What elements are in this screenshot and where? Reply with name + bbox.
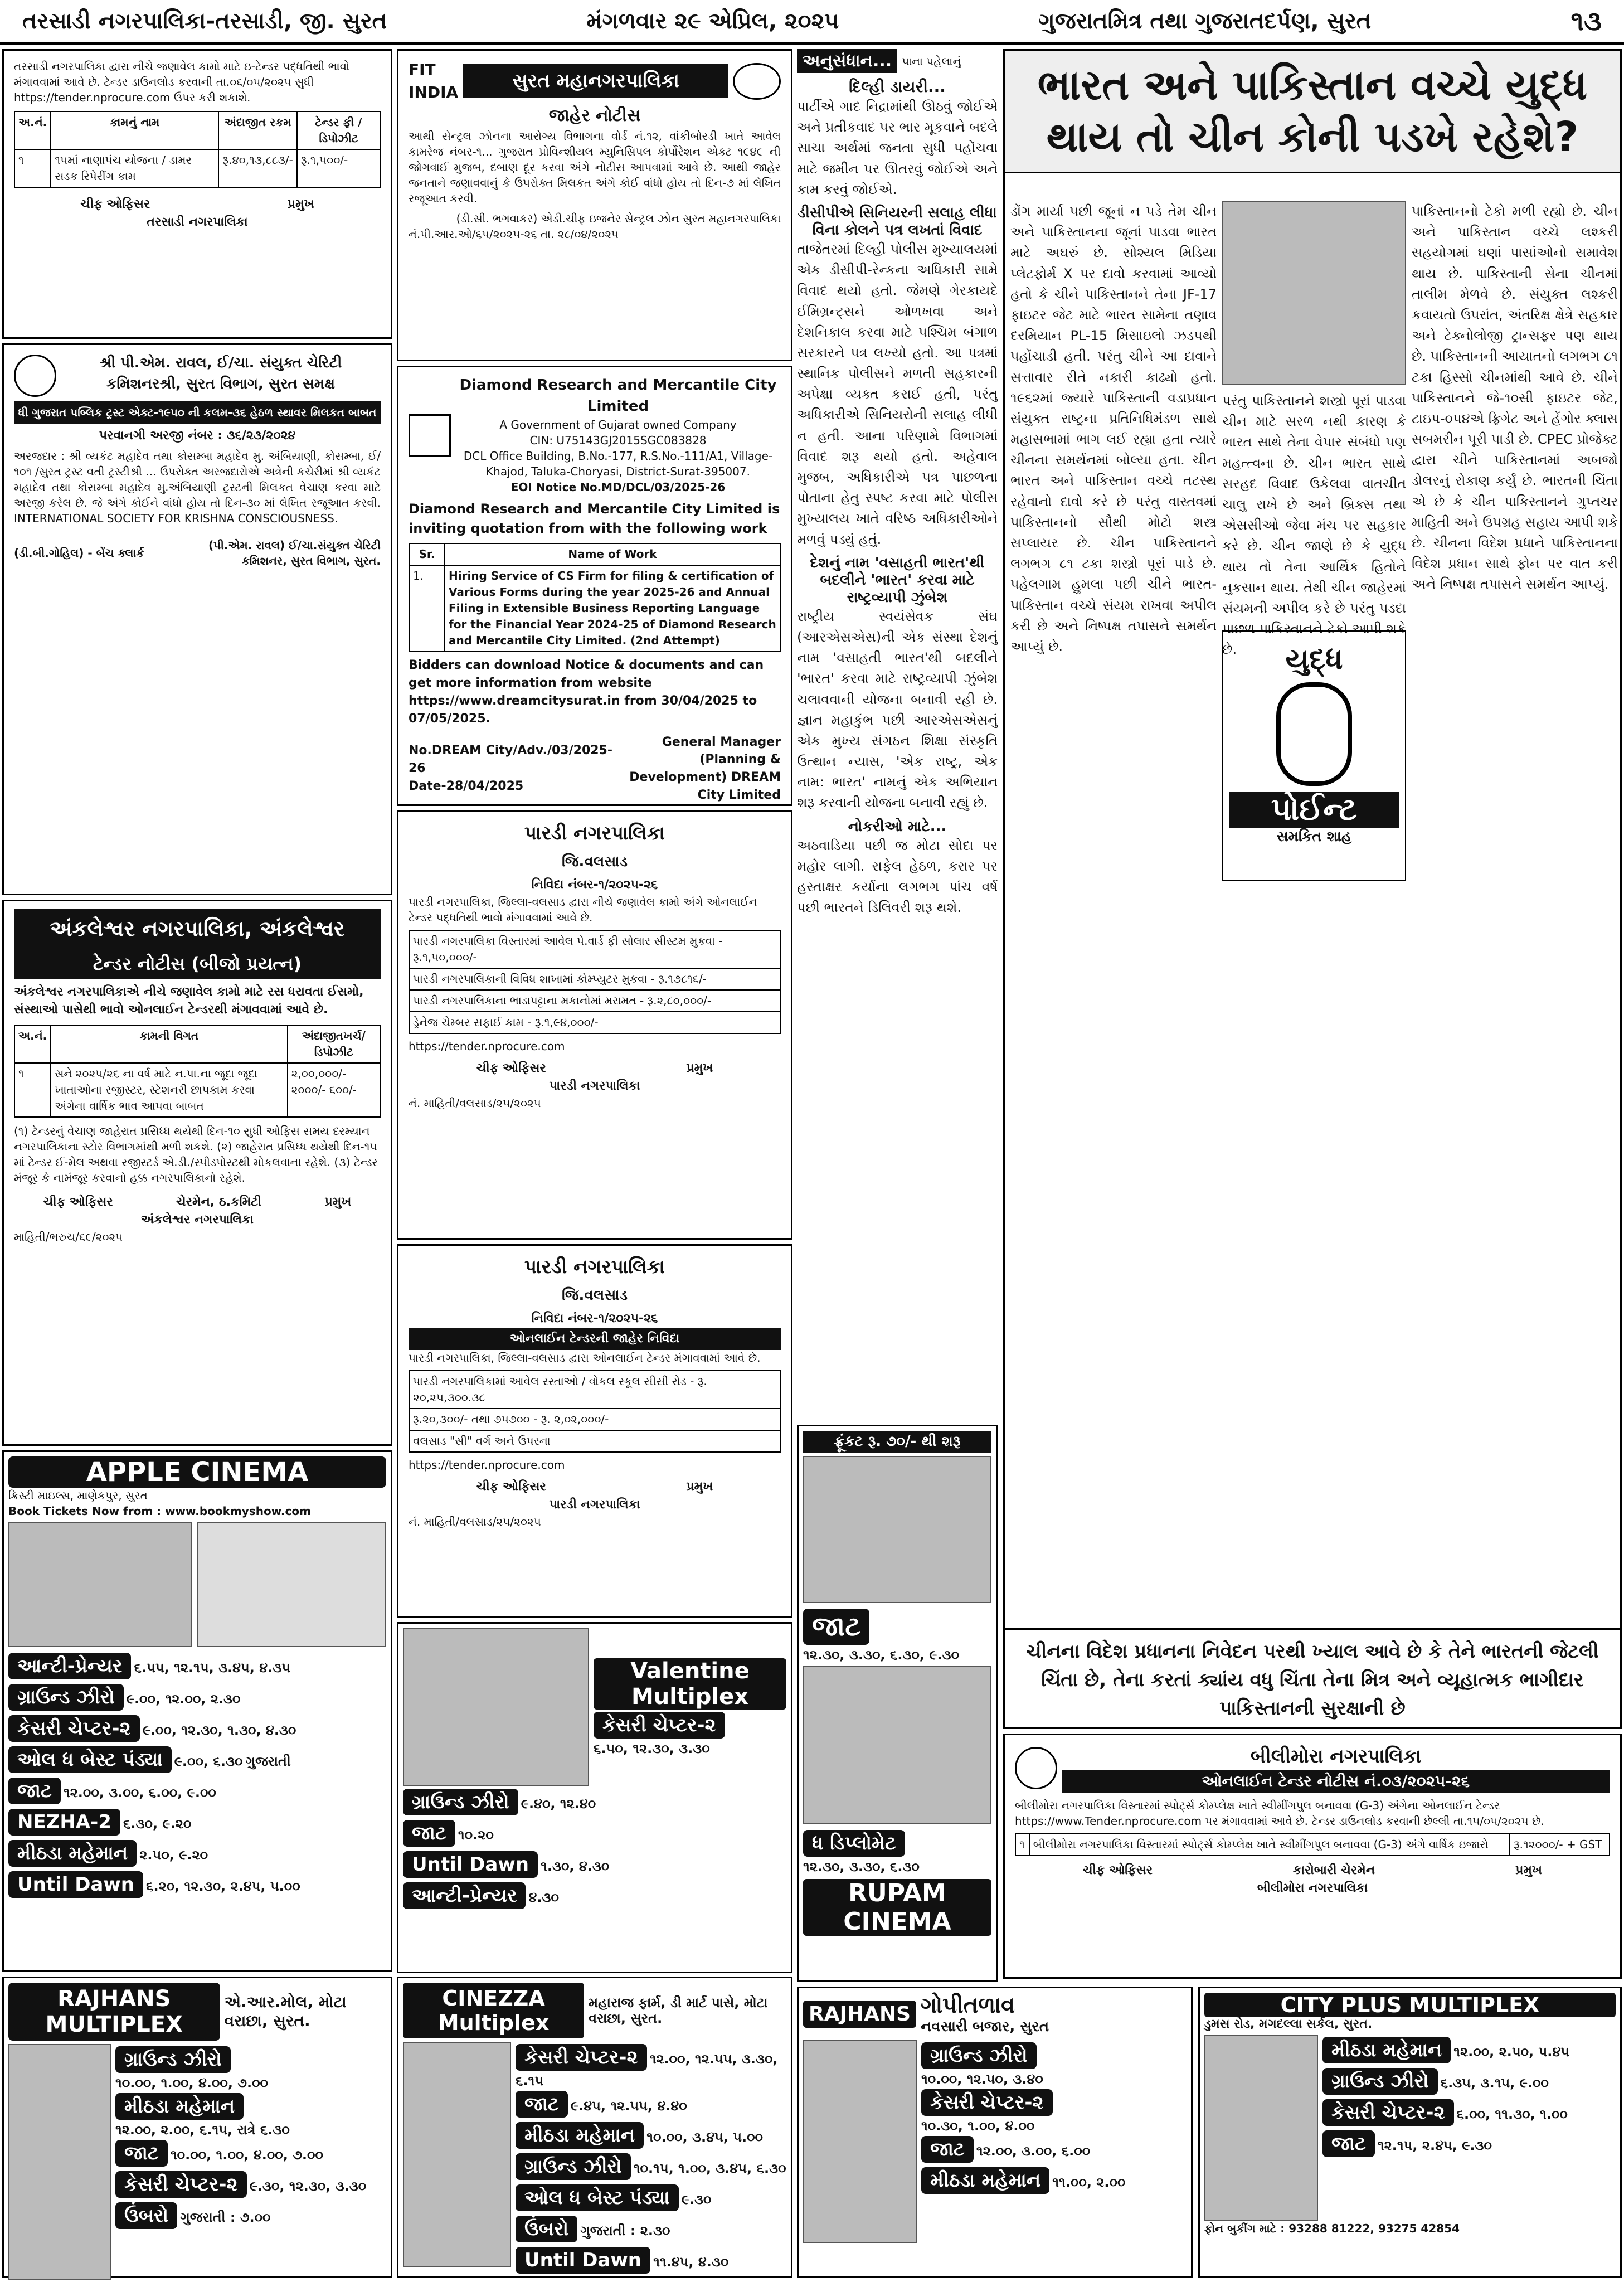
table-header: અંદાજીતખર્ચ/ ડિપોઝીટ bbox=[288, 1025, 380, 1063]
pardi-table bbox=[409, 930, 781, 1034]
smc-title: સુરત મહાનગરપાલિકા bbox=[463, 64, 728, 98]
movie-title: કેસરી ચેપ્ટર-૨ bbox=[8, 1715, 140, 1742]
table-cell: ડ્રેનેજ ચેમ્બર સફાઈ કામ - રૂ.૧,૯૪,૦૦૦/- bbox=[409, 1012, 780, 1033]
showtimes: ૧૧.૦૦, ૨.૦૦ bbox=[1052, 2174, 1126, 2190]
movie-poster bbox=[8, 1522, 192, 1647]
rajhans-location: એ.આર.મોલ, મોટા વરાછા, સુરત. bbox=[224, 1993, 347, 2030]
charity-subtitle: ધી ગુજરાત પબ્લિક ટ્રસ્ટ એક્ટ-૧૯૫૦ ની કલમ-૩૬ હેઠળ સ્થાવર મિલકત બાબત bbox=[14, 401, 381, 424]
city-plus-ad bbox=[1198, 1987, 1622, 2278]
tarsadi-body: તરસાડી નગરપાલિકા દ્વારા નીચે જણાવેલ કામો માટે ઇ-ટેન્ડર પદ્ધતિથી ભાવો મંગાવવામાં આવે છે. ટેન્ડર ડાઉનલોડ કરવાની તા.૦૬/૦૫/૨૦૨૫ સુધી https://tender.nprocure.com ઉપર કરી શકાશે. bbox=[14, 60, 350, 104]
leaders-photo bbox=[1222, 201, 1406, 385]
movie-title: કેસરી ચેપ્ટર-૨ bbox=[1322, 2099, 1454, 2126]
charity-title: શ્રી પી.એમ. રાવલ, ઈ/ચા. સંયુક્ત ચેરિટી કમિશનરશ્રી, સુરત વિભાગ, સુરત સમક્ષ bbox=[99, 355, 342, 392]
pardi-title: પારડી નગરપાલિકા bbox=[524, 1256, 665, 1278]
reference: નં. માહિતી/વલસાડ/૨૫/૨૦૨૫ bbox=[409, 1096, 541, 1110]
table-header: ટેન્ડર ફી / ડિપોઝીટ bbox=[297, 111, 380, 149]
article-paragraph: અઠવાડિયા પછી જ મોટા સોદા પર મહોર લાગી. રાફેલ હેઠળ, કરાર પર હસ્તાક્ષર કર્યાના લગભગ પાંચ વર્ષ પછી ભારતને ડિલિવરી શરૂ થશે. bbox=[797, 837, 998, 916]
signer: ચીફ ઓફિસર bbox=[476, 1061, 546, 1075]
org-name: અંકલેશ્વર નગરપાલિકા bbox=[141, 1213, 254, 1227]
company-cin: CIN: U75143GJ2015SGC083828 bbox=[529, 434, 707, 448]
showtimes: ૧૧.૪૫, ૪.૩૦ bbox=[653, 2254, 729, 2270]
table-header: કામનું નામ bbox=[51, 111, 218, 149]
bilimora-body: બીલીમોરા નગરપાલિકા વિસ્તારમાં સ્પોર્ટ્સ કોમ્પ્લેક્ષ ખાતે સ્વીમીંગપુલ બનાવવા (G-3) અંગેના ઓનલાઈન ટેન્ડર https://www.Tender.nprocure.com પર મંગાવવામાં આવે છે. ટેન્ડર ડાઉનલોડ કરવાની છેલ્લી તા.૧૫/૦૫/૨૦૨૫ છે. bbox=[1015, 1798, 1544, 1828]
pardi-notice-number: નિવિદા નંબર-૧/૨૦૨૫-૨૬ bbox=[531, 877, 658, 892]
pardi-notice-number: નિવિદા નંબર-૧/૨૦૨૫-૨૬ bbox=[531, 1311, 658, 1325]
table-row bbox=[409, 968, 780, 990]
movie-poster bbox=[8, 2044, 111, 2280]
pardi-title: પારડી નગરપાલિકા bbox=[524, 822, 665, 844]
cityplus-name: CITY PLUS MULTIPLEX bbox=[1204, 1993, 1616, 2017]
org-name: બીલીમોરા નગરપાલિકા bbox=[1257, 1881, 1368, 1895]
main-headline: ભારત અને પાકિસ્તાન વચ્ચે યુદ્ધ થાય તો ચીન કોની પડખે રહેશે? bbox=[1005, 51, 1620, 173]
valentine-name: Valentine Multiplex bbox=[594, 1658, 786, 1710]
movie-title: જાટ bbox=[403, 1820, 455, 1847]
reference: નં. માહિતી/વલસાડ/૨૫/૨૦૨૫ bbox=[409, 1514, 541, 1528]
movie-title: NEZHA-2 bbox=[8, 1809, 120, 1836]
header-left: તરસાડી નગરપાલિકા-તરસાડી, જી. સુરત bbox=[22, 8, 387, 34]
showtimes: ૧૨.૧૫, ૨.૪૫, ૯.૩૦ bbox=[1377, 2138, 1492, 2153]
cityplus-location: ડુમસ રોડ, મગદલ્લા સર્કલ, સુરત. bbox=[1204, 2017, 1373, 2031]
article-heading: નોકરીઓ માટે... bbox=[848, 818, 947, 835]
showtimes: ગુજરાતી : ૭.૦૦ bbox=[180, 2210, 271, 2225]
apple-listing bbox=[8, 1650, 386, 1900]
bilimora-subtitle: ઓનલાઈન ટેન્ડર નોટીસ નં.૦૩/૨૦૨૫-૨૬ bbox=[1062, 1770, 1610, 1793]
signer: કારોબારી ચેરમેન bbox=[1293, 1863, 1375, 1877]
eoi-number: EOI Notice No.MD/DCL/03/2025-26 bbox=[510, 480, 726, 494]
ankleshwar-table bbox=[14, 1025, 381, 1118]
table-row bbox=[409, 1409, 780, 1430]
signer: (ડી.બી.ગોહિલ) - બેંચ ક્લાર્ક bbox=[14, 546, 144, 560]
showtimes: ૧૦.૦૦, ૩.૪૫, ૫.૦૦ bbox=[646, 2129, 763, 2145]
table-cell: ૧૫માં નાણાપંચ યોજના / ડામર સડક રિપેરીંગ કામ bbox=[51, 149, 218, 187]
table-row bbox=[1015, 1834, 1610, 1856]
movie-title: ગ્રાઉન્ડ ઝીરો bbox=[115, 2046, 231, 2073]
showtimes: ૧૨.૦૦, ૨.૦૦, ૬.૧૫, રાત્રે ૬.૩૦ bbox=[115, 2122, 290, 2138]
showtimes: ૧૨.૦૦, ૩.૦૦, ૬.૦૦ bbox=[976, 2143, 1091, 2159]
tarsadi-table bbox=[14, 111, 381, 188]
showtimes: ગુજરાતી : ૨.૩૦ bbox=[580, 2223, 670, 2239]
rupam-name: RUPAM CINEMA bbox=[803, 1879, 991, 1936]
table-cell: 1. bbox=[409, 565, 445, 652]
pardi-sub: જિ.વલસાડ bbox=[562, 853, 628, 871]
rupam-cinema-ad bbox=[797, 1425, 998, 1982]
reference: નં.પી.આર.ઓ/૬૫/૨૦૨૫-૨૬ તા. ૨૮/૦૪/૨૦૨૫ bbox=[409, 227, 619, 241]
diamond-table bbox=[409, 543, 781, 652]
table-cell: પારડી નગરપાલિકામાં આવેલ રસ્તાઓ / વોકલ સ્કૂલ સીસી રોડ - રૂ. ૨૦,૨૫,૩૦૦.૩૮ bbox=[409, 1371, 780, 1409]
movie-title: કેસરી ચેપ્ટર-૨ bbox=[516, 2044, 647, 2071]
signer: ચીફ ઓફિસર bbox=[43, 1195, 113, 1210]
showtimes: ૯.૩૦, ૧૨.૩૦, ૩.૩૦ bbox=[249, 2178, 367, 2194]
showtimes: ૯.૦૦, ૧૨.૩૦, ૧.૩૦, ૪.૩૦ bbox=[142, 1722, 296, 1738]
movie-title: જાટ bbox=[1322, 2130, 1375, 2157]
movie-title: ગ્રાઉન્ડ ઝીરો bbox=[1322, 2068, 1438, 2095]
cinezza-name: CINEZZA Multiplex bbox=[403, 1983, 584, 2038]
anusandhan-column bbox=[797, 49, 998, 1420]
movie-title: કેસરી ચેપ્ટર-૨ bbox=[594, 1712, 725, 1739]
article-paragraph: પરંતુ પાકિસ્તાનને શસ્ત્રો પૂરાં પાડવા ચીન માટે સરળ નથી કારણ કે ભારત સાથે તેના વેપાર સંબંધો પણ મહત્ત્વના છે. ચીન ભારત સાથે સરહદ વિવાદ ઉકેલવા વાતચીત ચાલુ રાખે છે અને બ્રિક્સ તથા એસસીઓ જેવા મંચ પર સહકાર કરે છે. ચીન જાણે છે કે યુદ્ધ થાય તો તેના આર્થિક હિતોને નુકસાન થાય. તેથી ચીન જાહેરમાં સંયમની અપીલ કરે છે પરંતુ પડદા પાછળ પાકિસ્તાનને ટેકો આપી શકે છે. bbox=[1222, 393, 1406, 658]
emblem-icon bbox=[14, 355, 56, 397]
charity-body: અરજદાર : શ્રી વ્યકંટ મહાદેવ તથા કોસમ્બા મહાદેવ મુ. અંબિયાણી, કોસમ્બા, ઈ/૧૦૧ /સુરત ટ્રસ્ટ વતી ટ્રસ્ટીશ્રી ... ઉપરોક્ત અરજદારોએ અત્રેની કચેરીમાં શ્રી વ્યકંટ મહાદેવ તથા કોસમ્બા મહાદેવ મુ.અંબિયાણી ટ્રસ્ટની મિલકત વેચાણ કરવા માટે અરજી કરેલ છે. જે અંગે કોઈને વાંધો હોય તો દિન-૩૦ માં લેખિત રજૂઆત કરવી. INTERNATIONAL SOCIETY FOR KRISHNA CONSCIOUSNESS. bbox=[14, 449, 381, 526]
bilimora-notice bbox=[1003, 1734, 1622, 1979]
gopi-location: નવસારી બજાર, સુરત bbox=[921, 2018, 1049, 2035]
company-address: DCL Office Building, B.No.-177, R.S.No.-111/A1, Village-Khajod, Taluka-Choryasi, District-Surat-395007. bbox=[463, 449, 773, 479]
showtimes: ૯.૩૦ bbox=[681, 2192, 712, 2207]
signer: ચેરમેન, ઠ.કમિટી bbox=[176, 1195, 262, 1210]
ankleshwar-notice bbox=[2, 900, 392, 1446]
table-header: Sr. bbox=[409, 543, 445, 565]
cinezza-ad bbox=[397, 1977, 792, 2278]
company-govt: A Government of Gujarat owned Company bbox=[499, 418, 737, 432]
glasses-icon bbox=[733, 63, 781, 100]
movie-title: આન્ટી-પ્રેન્યર bbox=[8, 1653, 131, 1679]
article-paragraph: રાષ્ટ્રીય સ્વયંસેવક સંઘ (આરએસએસ)ની એક સંસ્થા દેશનું નામ 'વસાહતી ભારત'થી બદલીને 'ભારત' કરવા માટે રાષ્ટ્રવ્યાપી ઝુંબેશ ચલાવવાની યોજના બનાવી રહી છે. જ્ઞાન મહાકુંભ પછી આરએસએસનું એક મુખ્ય સંગઠન શિક્ષા સંસ્કૃતિ ઉત્થાન ન્યાસ, 'એક રાષ્ટ્ર, એક નામ: ભારત' નામનું એક અભિયાન શરૂ કરવાની યોજના બનાવી રહ્યું છે. bbox=[797, 608, 998, 811]
movie-title: જાટ bbox=[803, 1609, 869, 1645]
cinezza-location: મહારાજ ફાર્મ, ડી માર્ટ પાસે, મોટા વરાછા, સુરત. bbox=[589, 1995, 768, 2026]
movie-title: આન્ટી-પ્રેન્યર bbox=[403, 1882, 526, 1909]
article-heading: ડીસીપીએ સિનિયરની સલાહ લીધા વિના કોલને પત્ર લખતાં વિવાદ bbox=[798, 204, 997, 239]
pardi-banner: ઓનલાઈન ટેન્ડરની જાહેર નિવિદા bbox=[409, 1328, 781, 1350]
signer: ચીફ ઓફિસર bbox=[1082, 1863, 1153, 1877]
showtimes: ૧૨.૩૦, ૩.૩૦, ૬.૩૦ bbox=[803, 1859, 920, 1875]
article-paragraph: ડોંગ માર્યા પછી જૂનાં ન પડે તેમ ચીન અને પાકિસ્તાનના જૂનાં પાડવા ભારત માટે અઘરું છે. સોશ્યલ મિડિયા પ્લેટફોર્મ X પર દાવો કરવામાં આવ્યો હતો કે ચીને પાકિસ્તાનને તેના JF-17 ફાઇટર જેટ માટે ભારત સામેના તણાવ દરમિયાન PL-15 મિસાઇલો ઝડપથી પહોંચાડી હતી. પરંતુ ચીને આ દાવાને સત્તાવાર રીતે નકારી કાઢ્યો હતો. ૧૯૬૨માં જ્યારે પાકિસ્તાની વડાપ્રધાન સંયુક્ત રાષ્ટ્રના પ્રતિનિધિમંડળ સાથે મહાસભામાં ભાગ લઈ રહ્યા હતા ત્યારે ચીનના સમર્થનમાં બોલ્યા હતા. ચીન ભારત અને પાકિસ્તાન વચ્ચે તટસ્થ રહેવાનો દાવો કરે છે પરંતુ વાસ્તવમાં પાકિસ્તાનનો સૌથી મોટો શસ્ત્ર સપ્લાયર છે. ચીન પાકિસ્તાનને લગભગ ૮૧ ટકા શસ્ત્રો પૂરાં પાડે છે. પહેલગામ હુમલા પછી ચીને ભારત-પાકિસ્તાન વચ્ચે સંયમ રાખવા અપીલ કરી છે અને નિષ્પક્ષ તપાસને સમર્થન આપ્યું છે. bbox=[1010, 203, 1217, 654]
movie-title: Until Dawn bbox=[8, 1871, 143, 1898]
ankleshwar-title: અંકલેશ્વર નગરપાલિકા, અંકલેશ્વર bbox=[14, 909, 381, 949]
yuddh-point-logo bbox=[1222, 630, 1406, 881]
page-header bbox=[0, 0, 1624, 45]
article-paragraph: પાર્ટીએ ગાદ નિદ્રામાંથી ઊઠવું જોઈએ અને પ્રતીકવાદ પર ભાર મૂકવાને બદલે સાચા અર્થમાં જનતા સુધી પહોંચવા માટે જમીન પર ઊતરવું જોઈએ અને કામ કરવું જોઈએ. bbox=[797, 99, 998, 197]
booking-phone: ફોન બુકીંગ માટે : 93288 81222, 93275 42854 bbox=[1204, 2222, 1460, 2235]
movie-title: મીઠડા મહેમાન bbox=[921, 2167, 1049, 2194]
charity-notice bbox=[2, 343, 392, 895]
signer: General Manager (Planning & Development) DREAM City Limited bbox=[629, 735, 781, 803]
table-cell: બીલીમોરા નગરપાલિકા વિસ્તારમાં સ્પોર્ટ્સ કોમ્પ્લેક્ષ ખાતે સ્વીમીંગપુલ બનાવવા (G-3) અંગે વાર્ષિક ઇજારો bbox=[1029, 1834, 1510, 1856]
table-cell: રૂ.૧૨૦૦૦/- + GST bbox=[1510, 1834, 1610, 1856]
header-paper: ગુજરાતમિત્ર તથા ગુજરાતદર્પણ, સુરત bbox=[1038, 8, 1372, 34]
diamond-notice bbox=[397, 366, 792, 806]
pardi-body: પારડી નગરપાલિકા, જિલ્લા-વલસાડ દ્વારા નીચે જણાવેલ કામો અંગે ઓનલાઈન ટેન્ડર પદ્ધતિથી ભાવો મંગાવવામાં આવે છે. bbox=[409, 895, 757, 924]
gopi-name: ગોપીતળાવ bbox=[921, 1993, 1015, 2018]
movie-title: મીઠડા મહેમાન bbox=[1322, 2037, 1451, 2063]
showtimes: ૬.૦૦, ૧૧.૩૦, ૧.૦૦ bbox=[1456, 2106, 1568, 2122]
movie-title: ઉંબરો bbox=[516, 2216, 577, 2242]
showtimes: ૯.૦૦, ૬.૩૦ bbox=[174, 1754, 243, 1769]
reference: માહિતી/ભરુચ/૬૯/૨૦૨૫ bbox=[14, 1230, 123, 1244]
pardi-notice-2 bbox=[397, 1244, 792, 1618]
valentine-ad bbox=[397, 1622, 792, 1973]
showtimes: ૯.૦૦, ૧૨.૦૦, ૨.૩૦ bbox=[126, 1691, 241, 1707]
tarsadi-notice bbox=[2, 49, 392, 339]
company-name: Diamond Research and Mercantile City Limited bbox=[459, 377, 777, 415]
table-header: કામની વિગત bbox=[51, 1025, 287, 1063]
smc-body: આથી સેન્ટ્રલ ઝોનના આરોગ્ય વિભાગના વોર્ડ નં.૧૨, વાંકીબોરડી ખાતે આવેલ કામરેજ નંબર-૧... ગુજરાત પ્રોવિન્શીયલ મ્યુનિસિપલ કોર્પોરેશન એક્ટ ૧૯૪૯ ની જોગવાઈ મુજબ, દબાણ દૂર કરવા અંગે નોટીસ આપવામાં આવે છે. આથી જાહેર જનતાને જણાવવાનું કે ઉપરોક્ત મિલકત અંગે કોઈ વાંધો હોય તો દિન-૭ માં લેખિત રજૂઆત કરવી. bbox=[409, 129, 781, 205]
apple-booking: Book Tickets Now from : www.bookmyshow.com bbox=[8, 1504, 311, 1518]
pardi-table bbox=[409, 1370, 781, 1453]
article-heading: દિલ્હી ડાયરી... bbox=[849, 77, 946, 96]
pardi-notice-1 bbox=[397, 810, 792, 1240]
table-row bbox=[409, 1430, 780, 1452]
movie-poster bbox=[803, 1666, 991, 1824]
showtimes: ૧૦.૦૦, ૧૨.૫૦, ૩.૪૦ bbox=[921, 2071, 1043, 2087]
signer: પ્રમુખ bbox=[686, 1061, 713, 1075]
movie-poster bbox=[803, 1456, 991, 1603]
org-name: પારડી નગરપાલિકા bbox=[549, 1497, 640, 1512]
movie-title: કેસરી ચેપ્ટર-૨ bbox=[115, 2171, 247, 2198]
smc-notice bbox=[397, 49, 792, 361]
showtimes: ૧૨.૦૦, ૨.૫૦, ૫.૪૫ bbox=[1453, 2044, 1570, 2060]
table-cell: વલસાડ "સી" વર્ગ અને ઉપરના bbox=[409, 1430, 780, 1452]
table-cell: પારડી નગરપાલિકા વિસ્તારમાં આવેલ પે.વાર્ડ ફી સોલાર સીસ્ટમ મુકવા - રૂ.૧,૫૦,૦૦૦/- bbox=[409, 930, 780, 968]
bilimora-table bbox=[1015, 1833, 1610, 1856]
ticket-banner: ફ્રૂંકટ રૂ. ૭૦/- થી શરૂ bbox=[803, 1431, 991, 1453]
showtimes: ૧૨.૩૦, ૩.૩૦, ૬.૩૦, ૯.૩૦ bbox=[803, 1647, 960, 1663]
bilimora-title: બીલીમોરા નગરપાલિકા bbox=[1250, 1745, 1422, 1768]
apple-address: ક્રિસ્ટી માઇલ્સ, માણેકપુર, સુરત bbox=[8, 1489, 148, 1502]
pardi-sub: જિ.વલસાડ bbox=[562, 1287, 628, 1304]
showtimes: ૯.૪૦, ૧૨.૪૦ bbox=[521, 1796, 596, 1812]
apple-name: APPLE CINEMA bbox=[8, 1456, 386, 1488]
showtimes: ૧૨.૦૦, ૩.૦૦, ૬.૦૦, ૯.૦૦ bbox=[63, 1785, 216, 1800]
rajhans-brand: RAJHANS bbox=[803, 2001, 916, 2028]
diamond-no: No.DREAM City/Adv./03/2025-26 bbox=[409, 744, 612, 776]
rajhans-ad bbox=[2, 1977, 392, 2278]
movie-title: ઓલ ધ બેસ્ટ પંડ્યા bbox=[516, 2184, 679, 2211]
diamond-date: Date-28/04/2025 bbox=[409, 779, 524, 794]
table-cell: ૨,૦૦,૦૦૦/- ૨૦૦૦/- ૬૦૦/- bbox=[288, 1063, 380, 1117]
movie-title: ગ્રાઉન્ડ ઝીરો bbox=[921, 2042, 1037, 2069]
movie-title: જાટ bbox=[115, 2140, 168, 2167]
showtimes: ૧.૩૦, ૪.૩૦ bbox=[541, 1858, 610, 1874]
showtimes: ૧૦.૨૦ bbox=[458, 1827, 494, 1843]
article-paragraph: તાજેતરમાં દિલ્હી પોલીસ મુખ્યાલયમાં એક ડીસીપી-રેન્કના અધિકારી સામે વિવાદ થયો હતો. જેમણે ગેરકાયદે ઈમિગ્રન્ટ્સને ઓળખવા અને દેશનિકાલ કરવા માટે પશ્ચિમ બંગાળ સરકારને પત્ર લખ્યો હતો. આ પત્રમાં સ્થાનિક પોલીસને મળતી સહકારની અપેક્ષા વ્યક્ત કરાઈ હતી, પરંતુ અધિકારીએ સિનિયરોની સલાહ લીધી ન હતી. આના પરિણામે વિભાગમાં વિવાદ શરૂ થયો હતો. અહેવાલ મુજબ, અધિકારીએ પત્ર પાછળના પોતાના હેતુ સ્પષ્ટ કરવા માટે પોલીસ મુખ્યાલય ખાતે વરિષ્ઠ અધિકારીઓને મળવું પડ્યું હતું. bbox=[797, 241, 998, 547]
table-row bbox=[14, 149, 380, 187]
gopi-talav-ad bbox=[797, 1987, 1193, 2278]
showtimes: ૧૦.૦૦, ૧.૦૦, ૪.૦૦, ૭.૦૦ bbox=[115, 2075, 268, 2091]
smc-subtitle: જાહેર નોટીસ bbox=[548, 106, 641, 126]
apple-cinema-ad bbox=[2, 1450, 392, 1972]
movie-title: જાટ bbox=[516, 2091, 568, 2118]
table-header: Name of Work bbox=[445, 543, 780, 565]
table-header: અ.નં. bbox=[14, 1025, 51, 1063]
fit-india-logo: FIT INDIA bbox=[409, 60, 459, 101]
main-story bbox=[1003, 49, 1622, 1729]
logo-top: યુદ્ધ bbox=[1285, 643, 1343, 676]
movie-title: ઓલ ધ બેસ્ટ પંડ્યા bbox=[8, 1746, 172, 1773]
signer: પ્રમુખ bbox=[1515, 1863, 1542, 1877]
table-cell: સને ૨૦૨૫/૨૬ ના વર્ષ માટે ન.પા.ના જૂદા જૂદા ખાતાઓના રજીસ્ટર, સ્ટેશનરી છાપકામ કરવા અંગેના વાર્ષિક ભાવ આપવા બાબત bbox=[51, 1063, 287, 1117]
table-cell: ૧ bbox=[1015, 1834, 1029, 1856]
movie-title: કેસરી ચેપ્ટર-૨ bbox=[921, 2089, 1053, 2116]
table-cell: રૂ.૪૦,૧૩,૮૮૩/- bbox=[218, 149, 297, 187]
rajhans-name: RAJHANS MULTIPLEX bbox=[8, 1983, 220, 2041]
emblem-icon bbox=[1015, 1747, 1057, 1789]
movie-title: મીઠડા મહેમાન bbox=[8, 1840, 137, 1867]
signer: ચીફ ઓફિસર bbox=[80, 197, 150, 211]
ankleshwar-subtitle: ટેન્ડર નોટીસ (બીજો પ્રયત્ન) bbox=[14, 949, 381, 979]
language-label: ગુજરાતી bbox=[245, 1754, 291, 1769]
page-number: ૧૩ bbox=[1570, 5, 1602, 37]
table-cell: રૂ.૨૦,૩૦૦/- તથા ૭૫૭૦૦ - રૂ. ૨,૦૨,૦૦૦/- bbox=[409, 1409, 780, 1430]
microphone-icon bbox=[1276, 682, 1352, 786]
movie-title: જાટ bbox=[8, 1778, 61, 1804]
header-date: મંગળવાર ૨૯ એપ્રિલ, ૨૦૨૫ bbox=[586, 8, 839, 34]
table-row bbox=[409, 1371, 780, 1409]
movie-title: જાટ bbox=[921, 2136, 974, 2163]
table-row bbox=[409, 990, 780, 1012]
showtimes: ૬.૩૦, ૯.૨૦ bbox=[123, 1816, 192, 1832]
diamond-download: Bidders can download Notice & documents and can get more information from website https://www.dreamcitysurat.in from 30/04/2025 to 07/05/2025. bbox=[409, 658, 764, 726]
table-cell: રૂ.૧,૫૦૦/- bbox=[297, 149, 380, 187]
movie-poster bbox=[403, 2042, 511, 2267]
table-cell: ૧ bbox=[14, 149, 51, 187]
signer: (પી.એમ. રાવલ) ઈ/ચા.સંયુક્ત ચેરિટી કમિશનર, સુરત વિભાગ, સુરત. bbox=[208, 538, 381, 568]
signer: પ્રમુખ bbox=[324, 1195, 352, 1210]
movie-poster bbox=[197, 1522, 386, 1647]
showtimes: ૬.૫૫, ૧૨.૧૫, ૩.૪૫, ૪.૩૫ bbox=[134, 1660, 291, 1676]
signer: (ડી.સી. ભગવાકર) એડી.ચીફ ઇજનેર સેન્ટ્રલ ઝોન સુરત મહાનગરપાલિકા bbox=[456, 211, 781, 225]
diamond-headline: Diamond Research and Mercantile City Limited is inviting quotation from with the following work bbox=[409, 501, 780, 537]
ankleshwar-notes: (૧) ટેન્ડરનું વેચાણ જાહેરાત પ્રસિધ્ધ થયેથી દિન-૧૦ સુધી ઓફિસ સમય દરમ્યાન નગરપાલિકાના સ્ટોર વિભાગમાંથી મળી શકશે. (૨) જાહેરાત પ્રસિધ્ધ થયેથી દિન-૧૫ માં ટેન્ડર ઈ-મેલ અથવા રજીસ્ટર્ડ એ.ડી./સ્પીડપોસ્ટથી મોકલવાના રહેશે. (૩) ટેન્ડર મંજૂર કે નામંજૂર કરવાનો હક્ક નગરપાલિકાનો રહેશે. bbox=[14, 1124, 378, 1185]
signer: પ્રમુખ bbox=[686, 1479, 713, 1494]
showtimes: ૧૦.૧૫, ૧.૦૦, ૩.૪૫, ૬.૩૦ bbox=[633, 2160, 786, 2176]
company-logo-icon bbox=[409, 414, 451, 457]
logo-text: પોઈન્ટ bbox=[1229, 792, 1399, 828]
table-row bbox=[14, 1063, 380, 1117]
table-row bbox=[409, 1012, 780, 1033]
org-name: પારડી નગરપાલિકા bbox=[549, 1079, 640, 1093]
movie-poster bbox=[1204, 2035, 1318, 2221]
showtimes: ૬.૫૦, ૧૨.૩૦, ૩.૩૦ bbox=[594, 1741, 710, 1756]
showtimes: ૨.૫૦, ૯.૨૦ bbox=[139, 1847, 208, 1863]
website-link[interactable]: https://tender.nprocure.com bbox=[409, 1039, 565, 1053]
ankleshwar-body: અંકલેશ્વર નગરપાલિકાએ નીચે જણાવેલ કામો માટે રસ ધરાવતા ઈસમો, સંસ્થાઓ પાસેથી ભાવો ઓનલાઈન ટેન્ડરથી મંગાવવામાં આવે છે. bbox=[14, 985, 364, 1017]
website-link[interactable]: https://tender.nprocure.com bbox=[409, 1458, 565, 1472]
pull-quote: ચીનના વિદેશ પ્રધાનના નિવેદન પરથી ખ્યાલ આવે છે કે તેને ભારતની જેટલી ચિંતા છે, તેના કરતાં ક્યાંય વધુ ચિંતા તેના મિત્ર અને વ્યૂહાત્મક ભાગીદાર પાકિસ્તાનની સુરક્ષાની છે bbox=[1005, 1628, 1620, 1723]
showtimes: ૬.૨૦, ૧૨.૩૦, ૨.૪૫, ૫.૦૦ bbox=[146, 1878, 300, 1894]
showtimes: ૬.૩૫, ૩.૧૫, ૯.૦૦ bbox=[1440, 2075, 1549, 2091]
charity-case: પરવાનગી અરજી નંબર : ૩૬/૨૩/૨૦૨૪ bbox=[99, 429, 296, 443]
showtimes: ૯.૪૫, ૧૨.૫૫, ૪.૪૦ bbox=[570, 2098, 687, 2114]
movie-title: Until Dawn bbox=[516, 2247, 650, 2274]
table-cell: પારડી નગરપાલિકાની વિવિધ શાખામાં કોમ્પ્યુટર મુકવા - રૂ.૧૭૮૧૬/- bbox=[409, 968, 780, 990]
signer: પ્રમુખ bbox=[287, 197, 314, 211]
signer: ચીફ ઓફિસર bbox=[476, 1479, 546, 1494]
table-cell: Hiring Service of CS Firm for filing & certification of Various Forms during the year 2025-26 and Annual Filing in Extensible Business Reporting Language for the Financial Year 2024-25 of Diamond Research and Mercantile City Limited. (2nd Attempt) bbox=[445, 565, 780, 652]
showtimes: ૪.૩૦ bbox=[528, 1890, 559, 1905]
logo-sub: સમકિત શાહ bbox=[1276, 828, 1352, 845]
section-label: અનુસંધાન... bbox=[797, 49, 897, 73]
table-header: અંદાજીત રકમ bbox=[218, 111, 297, 149]
movie-title: ઉંબરો bbox=[115, 2202, 177, 2229]
movie-title: Until Dawn bbox=[403, 1851, 538, 1878]
movie-title: ગ્રાઉન્ડ ઝીરો bbox=[403, 1789, 518, 1815]
section-note: પાના પહેલાનું bbox=[902, 54, 961, 68]
movie-title: ગ્રાઉન્ડ ઝીરો bbox=[8, 1684, 124, 1711]
table-row bbox=[409, 565, 780, 652]
movie-title: મીઠડા મહેમાન bbox=[516, 2122, 644, 2149]
showtimes: ૧૦.૩૦, ૧.૦૦, ૪.૦૦ bbox=[921, 2118, 1035, 2134]
table-cell: ૧ bbox=[14, 1063, 51, 1117]
movie-poster bbox=[803, 2040, 917, 2243]
table-cell: પારડી નગરપાલિકાના ભાડાપટ્ટાના મકાનોમાં મરામત - રૂ.૨,૮૦,૦૦૦/- bbox=[409, 990, 780, 1012]
movie-title: ધ ડિપ્લોમેટ bbox=[803, 1830, 905, 1857]
article-heading: દેશનું નામ 'વસાહતી ભારત'થી બદલીને 'ભારત' કરવા માટે રાષ્ટ્રવ્યાપી ઝુંબેશ bbox=[810, 554, 985, 606]
table-row bbox=[409, 930, 780, 968]
pardi-body: પારડી નગરપાલિકા, જિલ્લા-વલસાડ દ્વારા ઓનલાઈન ટેન્ડર મંગાવવામાં આવે છે. bbox=[409, 1351, 761, 1365]
movie-poster bbox=[403, 1628, 589, 1786]
movie-title: ગ્રાઉન્ડ ઝીરો bbox=[516, 2153, 631, 2180]
org-name: તરસાડી નગરપાલિકા bbox=[147, 215, 248, 229]
showtimes: ૧૨.૦૦, ૧૨.૫૫, ૩.૩૦, ૬.૧૫ bbox=[516, 2051, 778, 2089]
showtimes: ૧૦.૦૦, ૧.૦૦, ૪.૦૦, ૭.૦૦ bbox=[170, 2147, 323, 2163]
article-paragraph: પાકિસ્તાનનો ટેકો મળી રહ્યો છે. ચીન અને પાકિસ્તાન વચ્ચે લશ્કરી સહયોગમાં ઘણાં પાસાંઓનો સમાવેશ થાય છે. પાકિસ્તાની સેના ચીનમાં તાલીમ મેળવે છે. સંયુક્ત લશ્કરી કવાયતો ઉપરાંત, અંતરિક્ષ ક્ષેત્રે સહકાર અને ટેક્નોલોજી ટ્રાન્સફર પણ થાય છે. પાકિસ્તાનની આયાતનો લગભગ ૮૧ ટકા હિસ્સો ચીનમાંથી આવે છે. ચીને પાકિસ્તાનને જે-૧૦સી ફાઇટર જેટ, ટાઇપ-૦૫૪એ ફ્રિગેટ અને હેંગોર ક્લાસ સબમરીન પૂરી પાડી છે. CPEC પ્રોજેક્ટ દ્વારા ચીને પાકિસ્તાનમાં અબજો ડોલરનું રોકાણ કર્યું છે. ભારતની ચિંતા એ છે કે ચીન પાકિસ્તાનને ગુપ્તચર માહિતી અને ઉપગ્રહ સહાય આપી શકે છે. ચીનના વિદેશ પ્રધાને પાકિસ્તાનના વિદેશ પ્રધાન સાથે ફોન પર વાત કરી અને નિષ્પક્ષ તપાસને સમર્થન આપ્યું. bbox=[1412, 203, 1618, 593]
table-header: અ.નં. bbox=[14, 111, 51, 149]
movie-title: મીઠડા મહેમાન bbox=[115, 2093, 244, 2120]
